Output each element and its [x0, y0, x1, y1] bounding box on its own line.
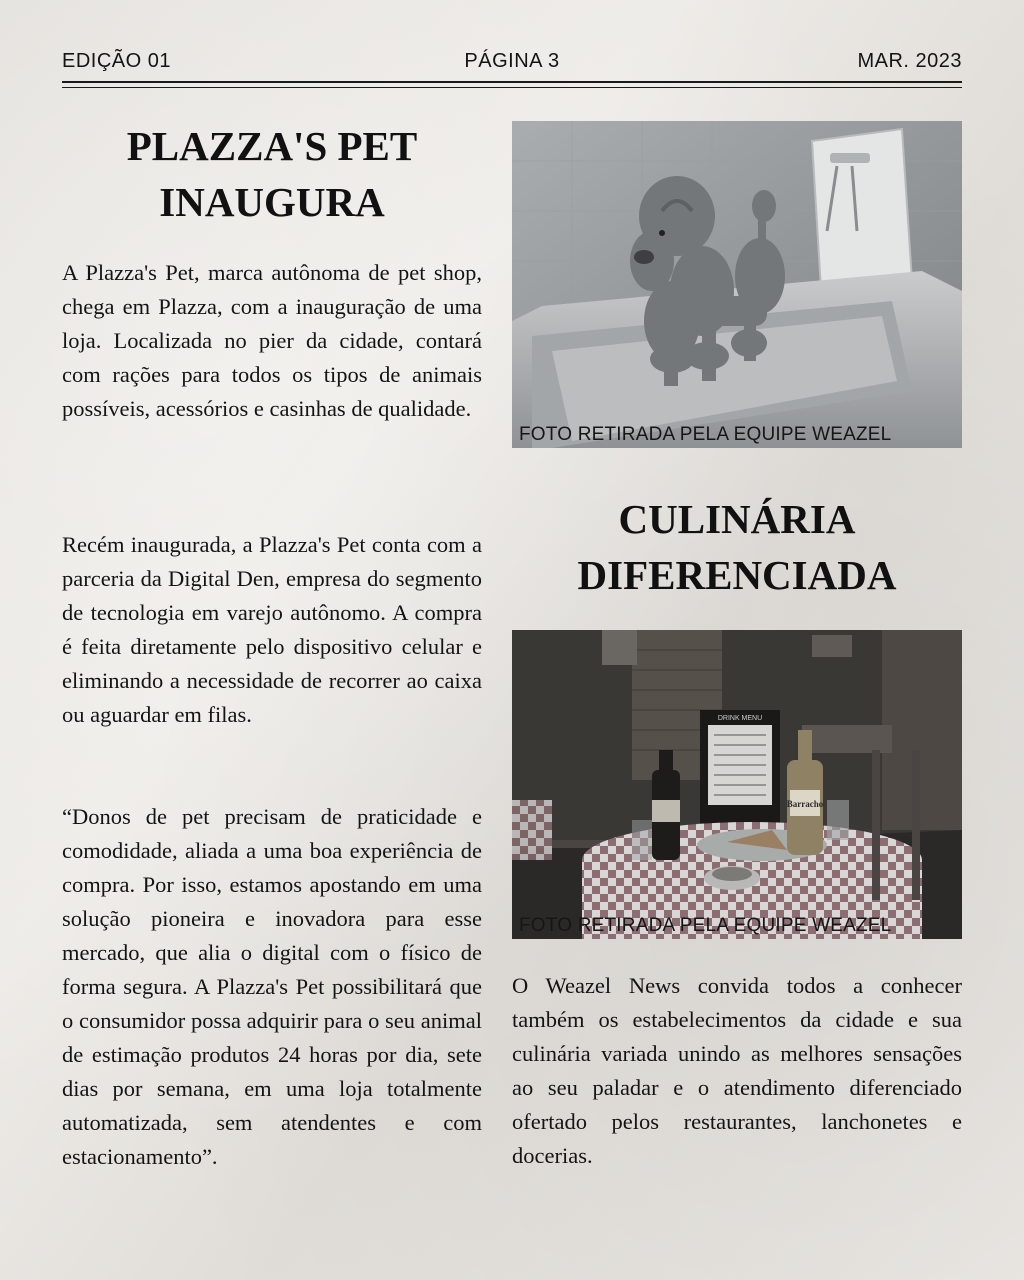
article1-headline	[62, 118, 482, 230]
page-number: PÁGINA 3	[464, 50, 560, 72]
article2-headline-line2: DIFERENCIADA	[577, 552, 897, 598]
article1-headline-line2: INAUGURA	[159, 179, 385, 225]
menu-board-title: DRINK MENU	[717, 715, 763, 722]
poodle-photo-illustration	[512, 121, 962, 448]
photo2-caption: FOTO RETIRADA PELA EQUIPE WEAZEL	[519, 915, 892, 936]
photo1-caption: FOTO RETIRADA PELA EQUIPE WEAZEL	[519, 424, 892, 445]
poodle-photo	[512, 121, 962, 448]
masthead-rule-thick	[62, 81, 962, 83]
masthead	[62, 48, 962, 78]
restaurant-photo-illustration	[512, 630, 962, 939]
masthead-rule-thin	[62, 87, 962, 88]
issue-date: MAR. 2023	[857, 50, 962, 72]
article2-headline	[512, 491, 962, 603]
article2-paragraph: O Weazel News convida todos a conhecer também os estabelecimentos da cidade e sua culinária variada unindo as melhores sensações ao seu paladar e o atendimento diferenciado ofertado pelos restaurantes, lanchonetes e docerias.	[512, 973, 962, 1168]
article1-paragraph-3: “Donos de pet precisam de praticidade e comodidade, aliada a uma boa experiência de compra. Por isso, estamos apostando em uma solução pioneira e inovadora para esse mercado, que alia o digital com o físico de forma segura. A Plazza's Pet possibilitará que o consumidor possa adquirir para o seu animal de estimação produtos 24 horas por dia, sete dias por semana, em uma loja totalmente automatizada, sem atendentes e com estacionamento”.	[62, 804, 482, 1169]
article1-headline-line1: PLAZZA'S PET	[126, 123, 418, 169]
restaurant-photo	[512, 630, 962, 939]
edition-label: EDIÇÃO 01	[62, 50, 171, 72]
article1-paragraph-1: A Plazza's Pet, marca autônoma de pet shop, chega em Plazza, com a inauguração de uma loja. Localizada no pier da cidade, contará com rações para todos os tipos de animais possíveis, acessórios e casinhas de qualidade.	[62, 260, 482, 421]
bottle-label: Barracho	[786, 799, 824, 809]
article2-headline-line1: CULINÁRIA	[618, 496, 856, 542]
article1-paragraph-2: Recém inaugurada, a Plazza's Pet conta com a parceria da Digital Den, empresa do segmento de tecnologia em varejo autônomo. A compra é feita diretamente pelo dispositivo celular e eliminando a necessidade de recorrer ao caixa ou aguardar em filas.	[62, 532, 482, 727]
